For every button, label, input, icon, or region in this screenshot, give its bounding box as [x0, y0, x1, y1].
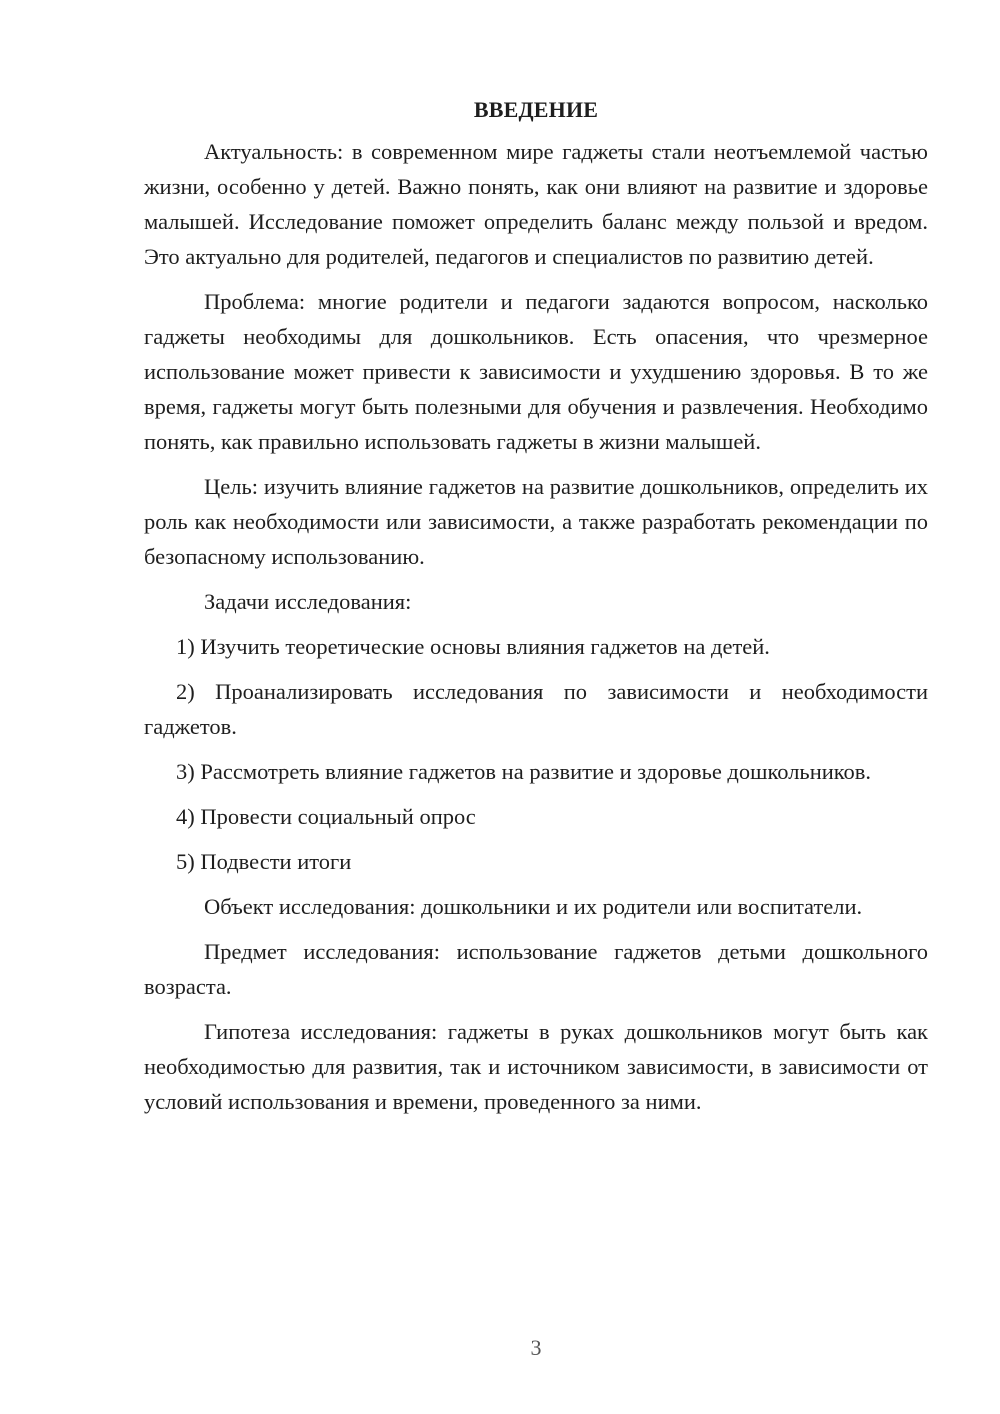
task-item-4: 4) Провести социальный опрос	[176, 804, 476, 829]
tasks-heading: Задачи исследования:	[204, 589, 412, 614]
task-item-5: 5) Подвести итоги	[176, 849, 352, 874]
paragraph-problem: Проблема: многие родители и педагоги задаются вопросом, насколько гаджеты необходимы для дошкольников. Есть опасения, что чрезмерное использование может привести к зависимости и ухудшению здоровья. В то же время, гаджеты могут быть полезными для обучения и развлечения. Необходимо понять, как правильно использовать гаджеты в жизни малышей.	[144, 289, 928, 454]
task-item-2: 2) Проанализировать исследования по зависимости и необходимости гаджетов.	[144, 679, 928, 739]
paragraph-relevance: Актуальность: в современном мире гаджеты стали неотъемлемой частью жизни, особенно у детей. Важно понять, как они влияют на развитие и здоровье малышей. Исследование поможет определить баланс между пользой и вредом. Это актуально для родителей, педагогов и специалистов по развитию детей.	[144, 139, 928, 269]
task-item-3: 3) Рассмотреть влияние гаджетов на развитие и здоровье дошкольников.	[176, 759, 872, 784]
paragraph-hypothesis: Гипотеза исследования: гаджеты в руках дошкольников могут быть как необходимостью для развития, так и источником зависимости, в зависимости от условий использования и времени, проведенного за ними.	[144, 1019, 928, 1114]
paragraph-subject: Предмет исследования: использование гаджетов детьми дошкольного возраста.	[144, 939, 928, 999]
paragraph-object: Объект исследования: дошкольники и их родители или воспитатели.	[204, 894, 863, 919]
page-number: 3	[530, 1335, 542, 1360]
task-item-1: 1) Изучить теоретические основы влияния гаджетов на детей.	[176, 634, 770, 659]
document-page	[144, 92, 928, 1129]
section-title: ВВЕДЕНИЕ	[473, 97, 599, 122]
paragraph-goal: Цель: изучить влияние гаджетов на развитие дошкольников, определить их роль как необходимости или зависимости, а также разработать рекомендации по безопасному использованию.	[144, 474, 928, 569]
